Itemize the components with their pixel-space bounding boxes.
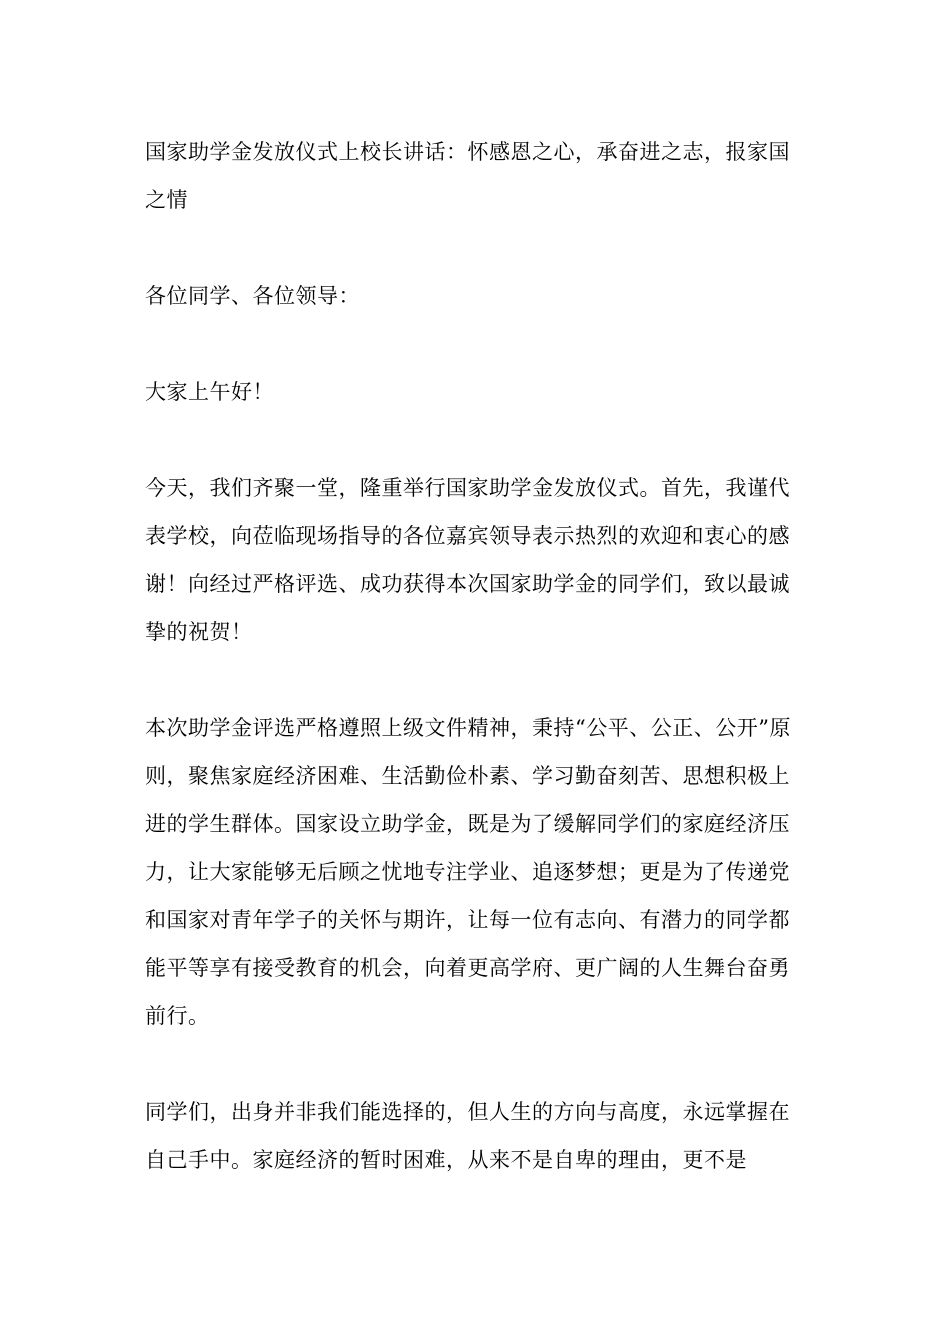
document-title: 国家助学金发放仪式上校长讲话：怀感恩之心，承奋进之志，报家国之情 bbox=[145, 140, 790, 212]
salutation: 各位同学、各位领导： bbox=[145, 284, 360, 308]
paragraph-1: 今天，我们齐聚一堂，隆重举行国家助学金发放仪式。首先，我谨代表学校，向莅临现场指导的各位嘉宾领导表示热烈的欢迎和衷心的感谢！向经过严格评选、成功获得本次国家助学金的同学们，致以最诚挚的祝贺！ bbox=[145, 476, 790, 644]
paragraph-3: 同学们，出身并非我们能选择的，但人生的方向与高度，永远掌握在自己手中。家庭经济的暂时困难，从来不是自卑的理由，更不是 bbox=[145, 1100, 790, 1172]
paragraph-2: 本次助学金评选严格遵照上级文件精神，秉持“公平、公正、公开”原则，聚焦家庭经济困难、生活勤俭朴素、学习勤奋刻苦、思想积极上进的学生群体。国家设立助学金，既是为了缓解同学们的家庭经济压力，让大家能够无后顾之忧地专注学业、追逐梦想；更是为了传递党和国家对青年学子的关怀与期许，让每一位有志向、有潜力的同学都能平等享有接受教育的机会，向着更高学府、更广阔的人生舞台奋勇前行。 bbox=[145, 716, 791, 1028]
greeting: 大家上午好！ bbox=[145, 380, 274, 404]
document-body bbox=[145, 128, 807, 1232]
